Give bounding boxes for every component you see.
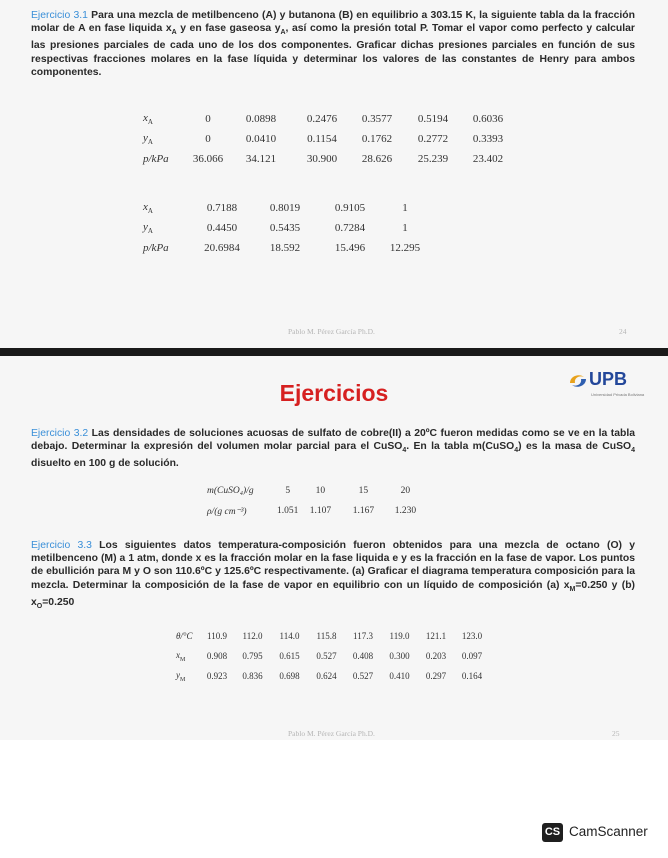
camscanner-logo-icon: CS <box>542 823 563 842</box>
exercise-3-1-text: Ejercicio 3.1 Para una mezcla de metilbenceno (A) y butanona (B) en equilibrio a 303.15 K, la siguiente tabla da la fracción molar de A en fase liquida $x_A$ y en fase gaseosa $y_A$, así como la presión total P. Tomar el vapor como perfecto y calcular las presiones parciales de cada uno de los dos componentes. Graficar dichas presiones parciales en función de sus respectivas fracciones molares en la fase líquida y determinar los valores de las constantes de Henry para ambos componentes. <box>31 10 635 78</box>
table-row: $y_M$ 0.923 0.836 0.698 0.624 0.527 0.410 0.297 0.164 <box>176 669 483 683</box>
table-row: ρ/(g cm⁻³) 1.051 1.107 1.167 1.230 <box>207 506 417 517</box>
vapor-liquid-table-1 <box>143 109 515 169</box>
slide-divider <box>0 348 668 356</box>
table-row: $y_A$ 0.4450 0.5435 0.7284 1 <box>143 220 408 236</box>
slide-title: Ejercicios <box>279 380 389 406</box>
logo-subtitle: Universidad Privada Boliviana <box>591 392 645 397</box>
exercise-3-3-label: Ejercicio 3.3 <box>31 540 92 551</box>
table-row: m(CuSO₄)/g 5 10 15 20 <box>207 486 411 496</box>
upb-logo <box>567 369 647 397</box>
density-table <box>207 481 426 521</box>
table-row: θ/°C 110.9 112.0 114.0 115.8 117.3 119.0 121.1 123.0 <box>176 631 483 641</box>
exercise-3-3-text: Ejercicio 3.3 Los siguientes datos temperatura-composición fueron obtenidos para una mezcla de octano (O) y metilbenceno (M) a 1 atm, donde x es la fracción molar en la fase liquida e y es la fracción en la fase de vapor. Los puntos de ebullición para M y O son 110.6ºC y 125.6ºC respectivamente. (a) Graficar el diagrama temperatura composición para la mezcla. Determinar la composición de la fase de vapor en equilibrio con un líquido de composición (a) $x_M=0.250$ y (b) $x_O=0.250$ <box>31 540 635 610</box>
footer-author: Pablo M. Pérez García Ph.D. <box>288 327 375 336</box>
table-row: $x_A$ 0.7188 0.8019 0.9105 1 <box>143 200 408 216</box>
slide-1 <box>0 0 668 350</box>
slide-2 <box>0 356 668 740</box>
table-row: p/kPa 36.066 34.121 30.900 28.626 25.239 23.402 <box>143 153 504 165</box>
temperature-composition-table <box>176 626 490 686</box>
table-row: $x_A$ 0 0.0898 0.2476 0.3577 0.5194 0.6036 <box>143 111 504 127</box>
page-number: 24 <box>619 327 627 336</box>
page-number: 25 <box>612 729 620 738</box>
exercise-3-2-text: Ejercicio 3.2 Las densidades de soluciones acuosas de sulfato de cobre(II) a 20ºC fueron medidas como se ve en la tabla debajo. Determinar la expresión del volumen molar parcial para el CuSO$_4$. En la tabla m(CuSO$_4$) es la masa de CuSO$_4$ disuelto en 100 g de solución. <box>31 428 635 470</box>
vapor-liquid-table-2 <box>143 198 425 258</box>
table-row: $y_A$ 0 0.0410 0.1154 0.1762 0.2772 0.3393 <box>143 131 504 147</box>
logo-text: UPB <box>589 369 628 389</box>
upb-swirl-icon <box>567 371 589 391</box>
exercise-3-2-label: Ejercicio 3.2 <box>31 428 89 439</box>
table-row: p/kPa 20.6984 18.592 15.496 12.295 <box>143 242 421 254</box>
exercise-3-1-label: Ejercicio 3.1 <box>31 10 88 21</box>
table-row: $x_M$ 0.908 0.795 0.615 0.527 0.408 0.300 0.203 0.097 <box>176 649 483 663</box>
camscanner-name: CamScanner <box>569 824 648 839</box>
footer-author: Pablo M. Pérez García Ph.D. <box>288 729 375 738</box>
